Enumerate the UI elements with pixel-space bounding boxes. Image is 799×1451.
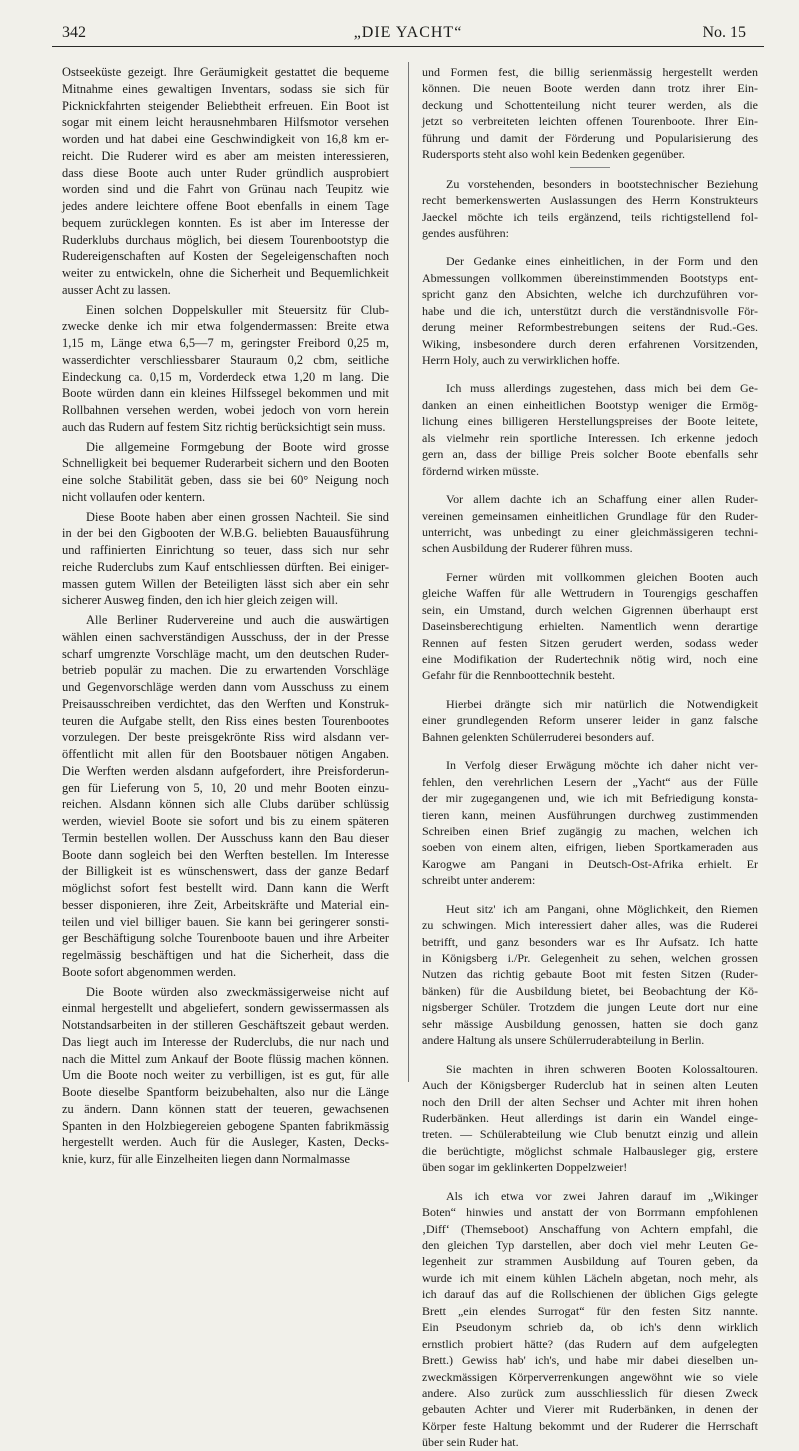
text-line: Boote dann sogleich bei den Werften bestellen. Im Interesse — [62, 847, 389, 862]
text-line: wurde ich mit einem kühlen Lächeln abgetan, noch mehr, als — [422, 1270, 758, 1285]
text-line: wasserdichter verschliessbarer Stauraum 0,2 cbm, seitliche — [62, 352, 389, 367]
text-line: reichen. Alsdann können sich alle Clubs darüber schlüssig — [62, 797, 389, 812]
paragraph — [62, 612, 389, 981]
text-line: andere. Also zurück zum ausschliesslich für diesen Zweck — [422, 1385, 758, 1400]
right-column — [422, 64, 758, 1450]
text-line: Ruderklubs durchaus möglich, bei diesem Tourenbootstyp die — [62, 232, 389, 247]
text-line: Rudereigenschaften auf Kosten der Segeleigenschaften noch — [62, 249, 389, 264]
text-line: Herrn Holy, auch zu verwirklichen hoffe. — [422, 353, 620, 367]
text-line: treten. — Schülerabteilung wie Club benutzt einzig und allein — [422, 1127, 758, 1142]
text-line: Heut sitz' ich am Pangani, ohne Möglichkeit, den Riemen — [446, 901, 758, 916]
text-line: Preisausschreiben verdichtet, das den Werften und Konstruk- — [62, 696, 389, 711]
text-line: nach die Mittel zum Ankauf der Boote flüssig machen können. — [62, 1051, 389, 1066]
text-line: besser disponieren, ihre Zeit, Arbeitskräfte und Material ein- — [62, 897, 389, 912]
text-line: Notstandsarbeiten in der stilleren Geschäftszeit gebaut werden. — [62, 1018, 389, 1032]
text-line: einer grundlegenden Reform unserer leider in ganz falsche — [422, 713, 758, 728]
text-line: worden sind und die Fahrt von Grünau nach Teupitz wie — [62, 182, 389, 197]
text-line: können. Die neuen Boote werden dann trotz ihrer Ein- — [422, 81, 758, 96]
text-line: andere Haltung als unsere Schülerruderabteilung in Berlin. — [422, 1033, 705, 1048]
text-line: über sein Ruder hat. — [422, 1435, 519, 1450]
text-line: zweckmässigen Körperverrenkungen angewöhnt wie so viele — [422, 1369, 758, 1384]
paragraph — [62, 64, 389, 299]
text-line: worden und hat dabei eine Geschwindigkeit von 16,8 km er- — [62, 132, 389, 146]
paragraph — [422, 696, 758, 745]
paragraph — [422, 491, 758, 557]
right-column-response — [422, 176, 758, 1451]
text-line: teuren die Aufgabe stellt, den Riss eines besten Tourenbootes — [62, 713, 389, 728]
text-line: Die Boote würden also zweckmässigerweise nicht auf — [86, 984, 389, 999]
text-line: als vielmehr rein sportliche Interessen. Ich erkenne jedoch — [422, 430, 758, 445]
text-line: Um die Boote noch weiter zu verbilligen, ist es gut, für alle — [62, 1068, 389, 1083]
text-line: gebauten Achter und Vierer mit Ruderbänken, in denen der — [422, 1402, 758, 1417]
text-line: der mir zugegangenen und, wie ich mit Befriedigung konsta- — [422, 791, 758, 806]
text-line: Brett.) Gewiss hab' ich's, und habe mir dabei dieselben un- — [422, 1353, 758, 1368]
text-line: noch den Drill der alten Sechser und Achter mit ihren hohen — [422, 1094, 758, 1109]
text-line: Rennen auf festen Sitzen gerudert werden, sodass weder — [422, 635, 758, 650]
section-separator — [570, 167, 610, 168]
text-line: Wiking, insbesondere durch deren erfahrenen Vorsitzenden, — [422, 336, 758, 351]
paragraph — [422, 1188, 758, 1451]
text-line: Als ich etwa vor zwei Jahren darauf im „Wikinger — [446, 1188, 758, 1203]
text-line: reicht. Die Ruderer wird es aber am meisten interessieren, — [62, 148, 389, 163]
text-line: gendes ausführen: — [422, 225, 509, 240]
text-line: hergestellt werden. Auch für die Ausleger, Kasten, Decks- — [62, 1135, 389, 1150]
text-line: schen Ausbildung der Ruderer führen muss. — [422, 541, 633, 556]
text-line: in der bei den Gigbooten der W.B.G. beliebten Bauausführung — [62, 526, 389, 541]
text-line: Ferner würden mit vollkommen gleichen Booten auch — [446, 569, 758, 584]
text-line: nigsberger Schüler. Trotzdem die jungen Leute dort nur eine — [422, 1000, 758, 1015]
text-line: regelmässig beschäftigen und hat die Sicherheit, dass die — [62, 948, 389, 962]
text-line: Der Gedanke eines einheitlichen, in der Form und den — [446, 254, 758, 269]
paragraph-gap — [422, 1176, 758, 1188]
column-divider — [408, 62, 409, 1082]
paragraph-gap — [422, 684, 758, 696]
text-line: Ich muss allerdings zugestehen, dass mich bei dem Ge- — [446, 381, 758, 396]
text-line: werden, wieviel Boote sie sofort und bis zu einem späteren — [62, 814, 389, 828]
text-line: sehr mässige Ausbildung genossen, hatten sie doch ganz — [422, 1016, 758, 1031]
text-line: Jaeckel möchte ich teils ergänzend, teils richtigstellend fol- — [422, 209, 758, 224]
text-line: üben sogar im geklinkerten Doppelzweier! — [422, 1160, 628, 1175]
text-line: ernstlich probiert hätte? (das Rudern auf dem aufgelegten — [422, 1336, 758, 1351]
text-line: Ein Pseudonym schrieb da, ob ich's denn wirklich — [422, 1320, 758, 1335]
text-line: betrifft, und ganz besonders war es Ihr Aufsatz. Ich hatte — [422, 934, 758, 949]
text-line: Auch der Königsberger Ruderclub hat in seinen alten Leuten — [422, 1078, 758, 1093]
text-line: danken an einen einheitlichen Bootstyp weniger die Ermög- — [422, 397, 758, 412]
text-line: Boote sofort abgenommen werden. — [62, 964, 237, 979]
text-line: und Formen fest, die billig serienmässig hergestellt werden — [422, 65, 758, 79]
text-line: knie, kurz, für alle Einzelheiten liegen dann Normalmasse — [62, 1152, 350, 1166]
text-line: in Königsberg i./Pr. Gelegenheit zu sehen, welchen grossen — [422, 951, 758, 965]
text-line: öffentlicht mit allen für den Bootsbauer nötigen Angaben. — [62, 747, 389, 761]
text-line: Daseinsberechtigung erhielten. Namentlich wenn derartige — [422, 619, 758, 634]
paragraph — [62, 302, 389, 436]
text-line: Diese Boote haben aber einen grossen Nachteil. Sie sind — [86, 509, 389, 524]
text-line: ger Beschäftigung solche Tourenboote bauen und ihre Arbeiter — [62, 931, 389, 946]
text-line: deckung und Schottenteilung nicht teurer werden, als die — [422, 97, 758, 112]
text-line: lichung eines billigeren Herstellungspreises der Boote leitete, — [422, 414, 758, 429]
text-line: Picknickfahrten steigender Beliebtheit erfreuen. Ein Boot ist — [62, 98, 389, 113]
paragraph — [422, 64, 758, 163]
page-number: 342 — [62, 24, 86, 41]
text-line: scharf umgrenzte Vorschläge macht, um den deutschen Ruder- — [62, 646, 389, 661]
text-line: sicherer Ausweg finden, den ich hier gleich zeigen will. — [62, 593, 338, 608]
text-line: wählen einen sachverständigen Ausschuss, der in der Presse — [62, 629, 389, 644]
text-line: Schreiben einen Brief zugängig zu machen, welchen ich — [422, 823, 758, 838]
text-line: Einen solchen Doppelskuller mit Steuersitz für Club- — [86, 302, 389, 317]
text-line: habe und die ich, unterstützt durch die verständnisvolle För- — [422, 303, 758, 318]
text-line: Boote dieselbe Spantform beizubehalten, also nur die Länge — [62, 1085, 389, 1099]
paragraph — [62, 439, 389, 506]
text-line: recht bemerkenswerten Auslassungen des Herrn Konstrukteurs — [422, 193, 758, 208]
text-line: einmal hergestellt und abgeliefert, sondern gewissermassen als — [62, 1001, 389, 1016]
paragraph-gap — [422, 368, 758, 380]
text-line: sogar mit einem leicht herausnehmbaren Hilfsmotor versehen — [62, 115, 389, 130]
text-line: betrieb populär zu machen. Die zu erwartenden Vorschläge — [62, 663, 389, 678]
text-line: bänken) für die Ausbildung bietet, bei Beobachtung der Kö- — [422, 983, 758, 998]
paragraph-gap — [422, 241, 758, 253]
text-line: ‚Diff‘ (Themseboot) Anschaffung von Achtern empfahl, die — [422, 1221, 758, 1236]
text-line: Zu vorstehenden, besonders in bootstechnischer Beziehung — [446, 176, 758, 191]
page-header — [52, 18, 764, 47]
text-line: Gefahr für die Rennboottechnik besteht. — [422, 668, 615, 683]
paragraph-gap — [422, 557, 758, 569]
text-line: zwecke denke ich mir etwa folgendermassen: Breite etwa — [62, 319, 389, 334]
text-line: Bahnen gelenkten Schülerruderei besonders auf. — [422, 729, 655, 744]
text-line: Ostseeküste gezeigt. Ihre Geräumigkeit gestattet die bequeme — [62, 65, 389, 79]
text-line: Vor allem dachte ich an Schaffung einer allen Ruder- — [446, 492, 758, 507]
text-line: vorzulegen. Der beste preisgekrönte Riss wird alsdann ver- — [62, 730, 389, 745]
text-line: Ruderbänken. Heut allerdings ist darin ein Wandel einge- — [422, 1110, 758, 1125]
text-line: jedes andere leichtere offene Boot ebenfalls in einem Tage — [62, 199, 389, 213]
text-line: Die allgemeine Formgebung der Boote wird grosse — [86, 439, 389, 454]
text-line: den gleichen Typ darstellen, aber doch viel mehr Leuten Ge- — [422, 1238, 758, 1252]
text-line: Abmessungen vollkommen übereinstimmenden Bootstyps ent- — [422, 270, 758, 285]
text-line: teilen und viel billiger bauen. Sie kann bei geringerer sonsti- — [62, 914, 389, 929]
text-line: Eindeckung ca. 0,15 m, Vorderdeck etwa 1,20 m lang. Die — [62, 369, 389, 384]
text-line: fördernd wirken müsste. — [422, 463, 539, 478]
text-line: weiter zu entwickeln, ohne die Sicherheit und Bequemlichkeit — [62, 266, 389, 280]
text-line: soeben von einem alten, eifrigen, lieben Sportkameraden aus — [422, 840, 758, 855]
text-line: die berüchtigte, möglichst schmale Halbausleger gig, erstere — [422, 1143, 758, 1158]
text-line: Schnelligkeit bei bequemer Ruderarbeit sichern und den Booten — [62, 456, 389, 471]
text-line: massen gutem Willen der Beteiligten lässt sich aber ein sehr — [62, 576, 389, 591]
right-column-continuation — [422, 64, 758, 163]
text-line: Sie machten in ihren schweren Booten Kolossaltouren. — [446, 1061, 758, 1076]
paragraph — [62, 509, 389, 610]
text-line: Boote würden dann ein kleines Hilfssegel bekommen und mit — [62, 386, 389, 401]
text-line: dass diese Boote auch unter Ruder gründlich ausprobiert — [62, 165, 389, 180]
text-line: In Verfolg dieser Erwägung möchte ich daher nicht ver- — [446, 758, 758, 773]
text-line: nicht vollaufen oder kentern. — [62, 489, 206, 504]
text-line: sein, ein Umstand, durch welchen Gigrennen überhaupt erst — [422, 602, 758, 617]
left-column — [62, 64, 389, 1166]
paragraph — [422, 380, 758, 479]
text-line: ich darauf das auf die Rollschienen der üblichen Gigs gelegte — [422, 1287, 758, 1302]
text-line: schreibt unter anderem: — [422, 873, 536, 888]
text-line: derung meiner Reformbestrebungen seitens der Rud.-Ges. — [422, 320, 758, 335]
text-line: gen für Lieferung von 5, 10, 20 und mehr Booten einzu- — [62, 780, 389, 795]
text-line: spricht ganz den Absichten, welche ich durchzuführen vor- — [422, 287, 758, 302]
text-line: tieren kann, meinen Ausführungen durchweg zustimmenden — [422, 807, 758, 822]
text-line: Rollbahnen versehen werden, wobei jedoch von vorn herein — [62, 403, 389, 417]
text-line: Spanten in den Holzbiegereien gebogene Spanten fabrikmässig — [62, 1118, 389, 1133]
text-line: vereinen gemeinsamen einheitlichen Grundlage für den Ruder- — [422, 508, 758, 523]
text-line: und raffinierten Einrichtung so teuer, dass sich nur sehr — [62, 543, 389, 557]
text-line: gleiche Waffen für alle Wettrudern in Tourengigs geschaffen — [422, 586, 758, 601]
text-line: ausser Acht zu lassen. — [62, 282, 171, 297]
text-line: auch das Rudern auf festem Sitz richtig berücksichtigt sein muss. — [62, 419, 386, 434]
text-line: Das liegt auch im Interesse der Ruderclubs, die nur nach und — [62, 1034, 389, 1049]
paragraph — [422, 253, 758, 368]
paragraph-gap — [422, 745, 758, 757]
paragraph — [422, 757, 758, 889]
paragraph-gap — [422, 889, 758, 901]
text-line: zu schwingen. Mich interessiert daher alles, was die Ruderei — [422, 918, 758, 933]
text-line: Boten“ hinwies und anstatt der von Borrmann empfohlenen — [422, 1205, 758, 1220]
paragraph — [422, 901, 758, 1049]
text-line: führung und damit der Förderung und Popularisierung des — [422, 130, 758, 145]
text-line: fehlen, den verehrlichen Lesern der „Yacht“ aus der Fülle — [422, 774, 758, 789]
text-line: Karogwe am Pangani in Deutsch-Ost-Afrika erhielt. Er — [422, 856, 758, 871]
text-line: Alle Berliner Rudervereine und auch die auswärtigen — [86, 613, 389, 627]
issue-number: No. 15 — [702, 24, 746, 41]
paragraph — [62, 984, 389, 1168]
text-line: Nutzen das richtig gebaute Boot mit festen Sitzen (Ruder- — [422, 967, 758, 982]
text-line: legenheit zur strammen Ausbildung auf Touren geben, da — [422, 1254, 758, 1269]
text-line: bequem zurücklegen konnten. Es ist aber im Interesse der — [62, 215, 389, 230]
text-line: Die Werften werden alsdann aufgefordert, ihre Preisforderun- — [62, 763, 389, 778]
text-line: der Billigkeit ist es wünschenswert, dass der ganze Bedarf — [62, 864, 389, 879]
text-line: eine solche Stabilität geben, dass sie bei 60° Neigung noch — [62, 473, 389, 487]
text-line: unterricht, was unbedingt zu einer gleichmässigeren techni- — [422, 524, 758, 539]
paragraph — [422, 1061, 758, 1176]
text-line: Termin bestellen wollen. Der Ausschuss kann den Bau dieser — [62, 830, 389, 845]
text-line: zu ändern. Dann können statt der teueren, gewachsenen — [62, 1101, 389, 1116]
text-line: reiche Ruderclubs zum Kauf entschliessen dürften. Bei einiger- — [62, 559, 389, 574]
text-line: eine Modifikation der Rudertechnik nötig wird, noch eine — [422, 652, 758, 666]
paragraph-gap — [422, 1049, 758, 1061]
text-line: Brett „ein elendes Surrogat“ für den festen Sitz nannte. — [422, 1303, 758, 1318]
text-line: Hierbei drängte sich mir natürlich die Notwendigkeit — [446, 696, 758, 711]
text-line: jetzt so verbreiteten leichten offenen Tourenboote. Ihrer Ein- — [422, 114, 758, 129]
text-line: gern an, dass der billige Preis solcher Boote ebenfalls sehr — [422, 447, 758, 462]
text-line: Rudersports steht also wohl kein Bedenken gegenüber. — [422, 147, 685, 162]
text-line: möglichst sofort fest bestellt wird. Dann kann die Werft — [62, 881, 389, 895]
paragraph-gap — [422, 479, 758, 491]
text-line: und Gegenvorschläge werden dann vom Ausschuss zu einem — [62, 680, 389, 694]
paragraph — [422, 569, 758, 684]
paragraph — [422, 176, 758, 242]
text-line: Mitnahme eines gewaltigen Inventars, sodass sie sich für — [62, 81, 389, 96]
text-line: Körper feste Haltung bekommt und der Ruderer die Herrschaft — [422, 1418, 758, 1433]
journal-title: „DIE YACHT“ — [353, 24, 463, 41]
text-line: 1,15 m, Länge etwa 6,5—7 m, geringster Freibord 0,25 m, — [62, 336, 389, 350]
